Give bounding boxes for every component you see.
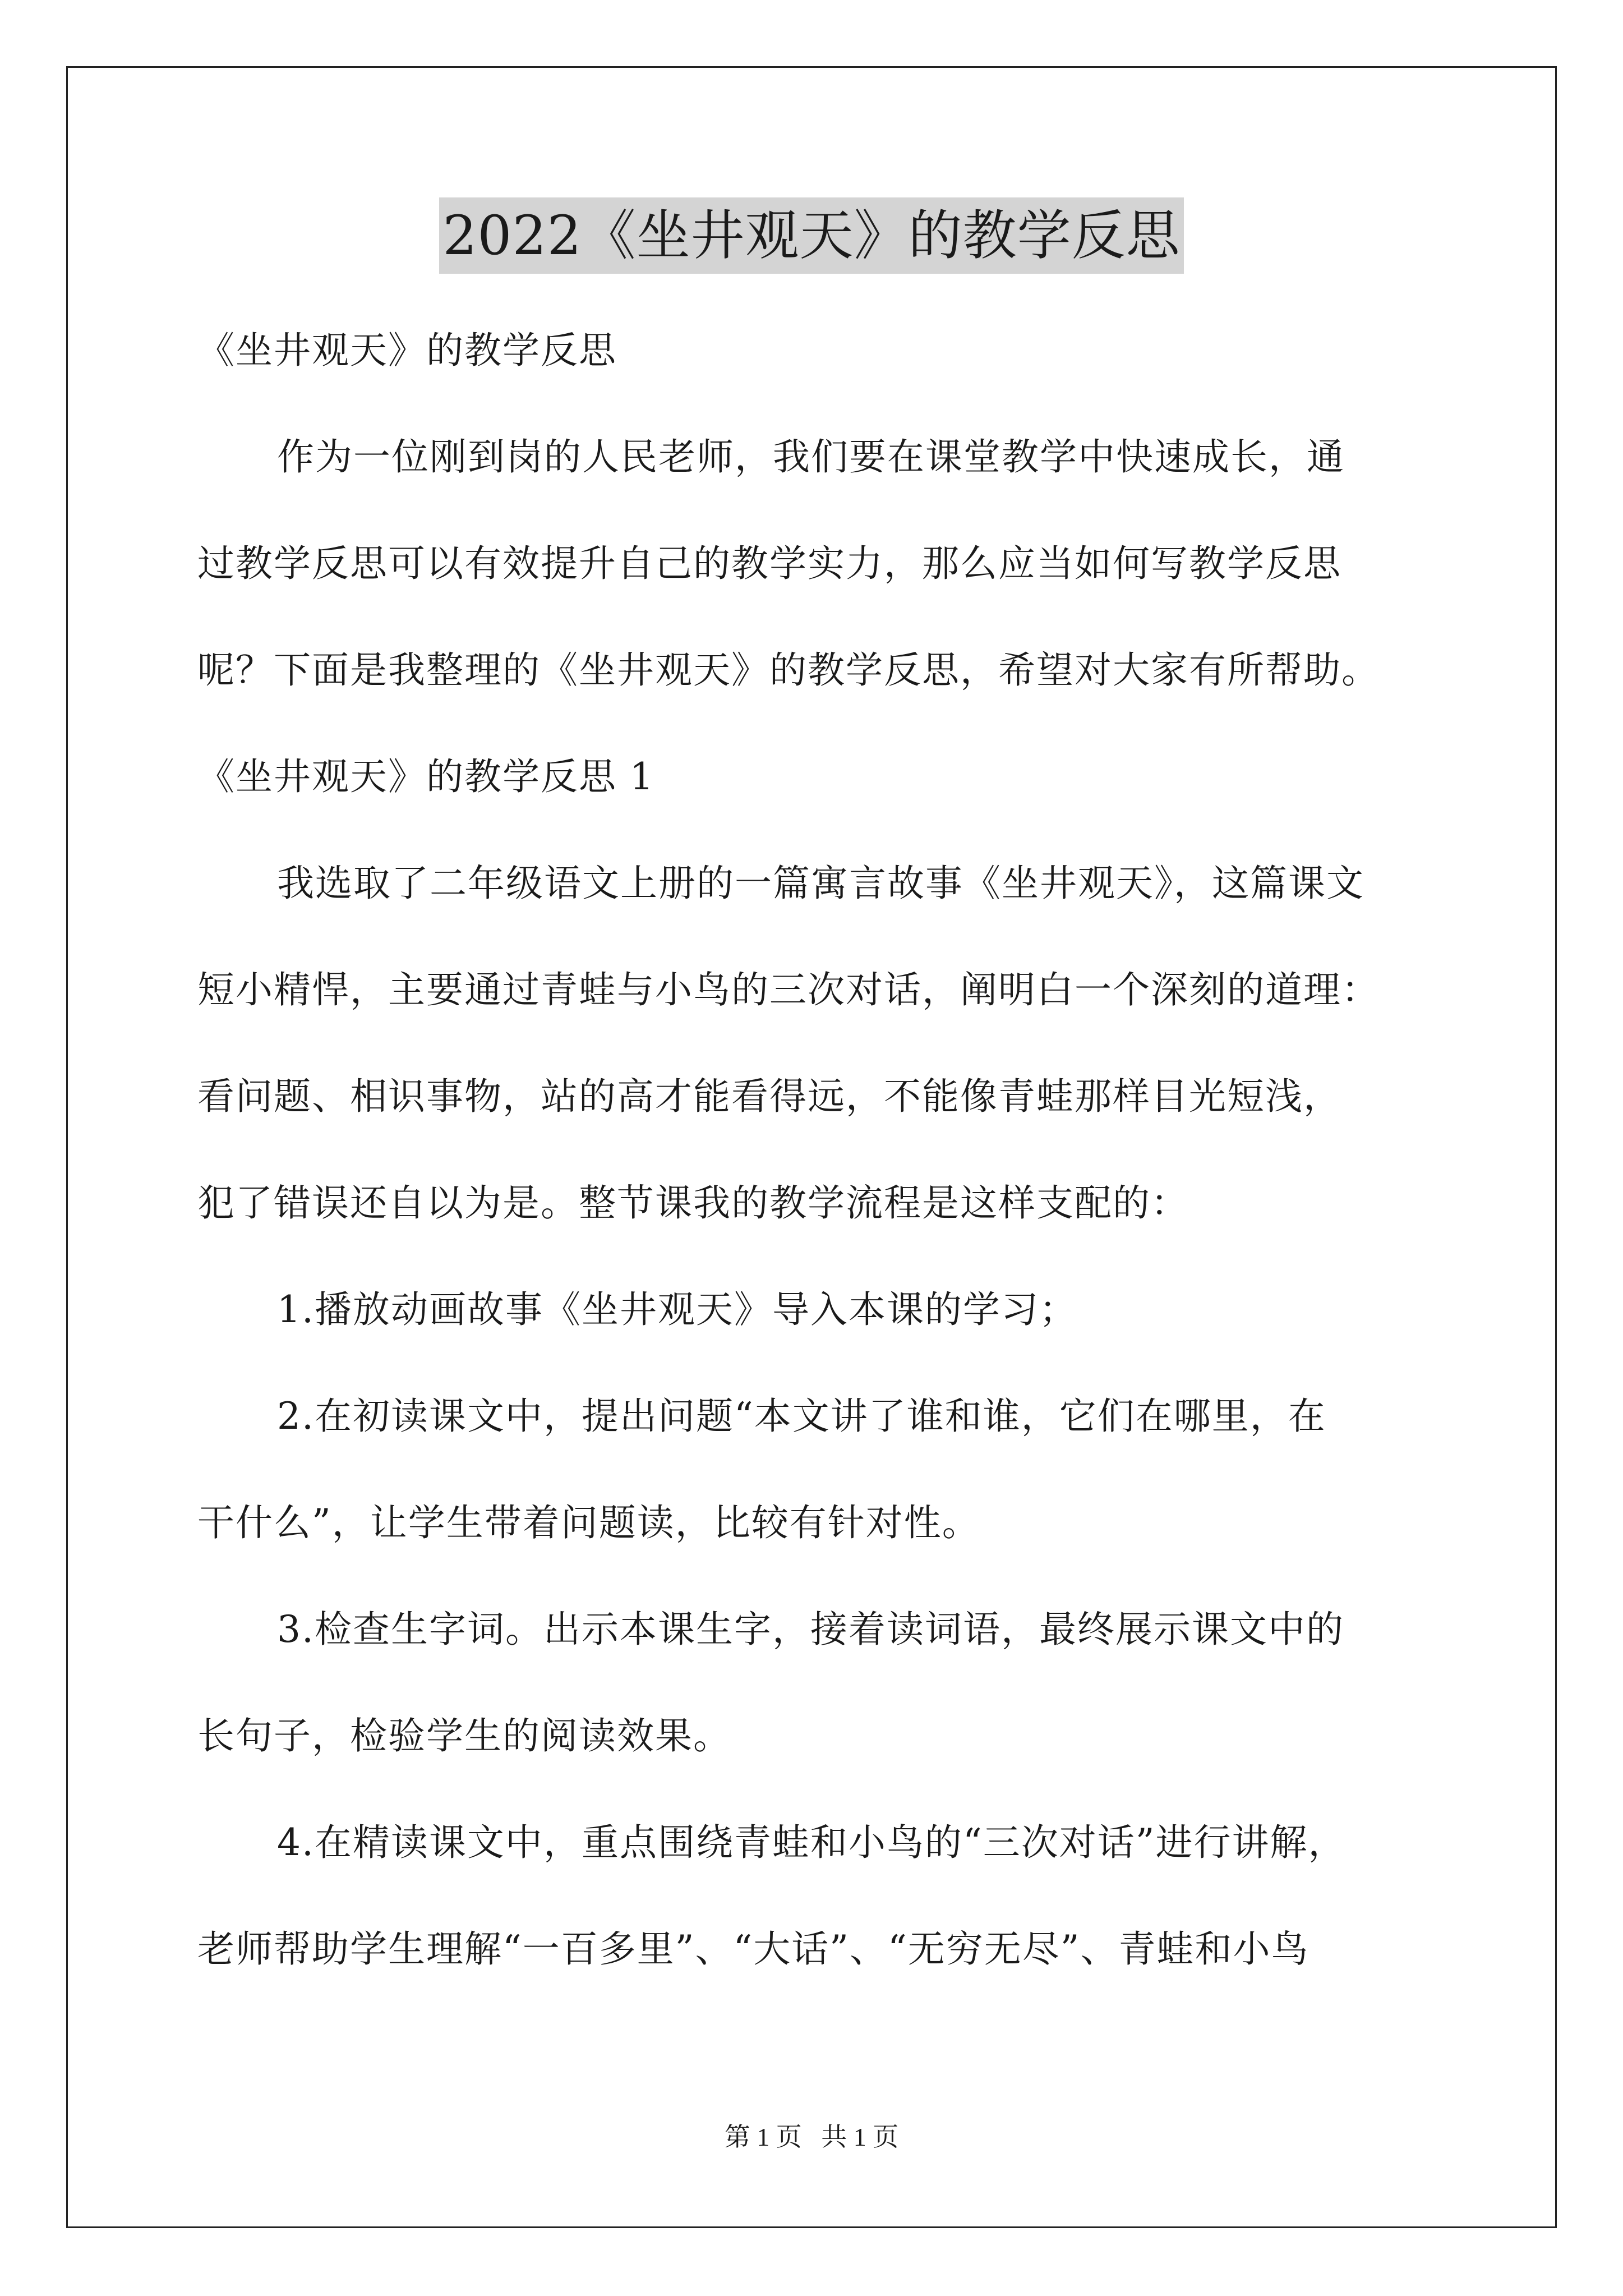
document-title: 2022《坐井观天》的教学反思 xyxy=(439,197,1183,274)
paragraph-line: 《坐井观天》的教学反思 1 xyxy=(197,755,654,798)
paragraph-line: 过教学反思可以有效提升自己的教学实力，那么应当如何写教学反思 xyxy=(197,542,1341,585)
paragraph-line: 看问题、相识事物，站的高才能看得远，不能像青蛙那样目光短浅， xyxy=(197,1075,1341,1118)
paragraph-line: 《坐井观天》的教学反思 xyxy=(197,329,617,372)
paragraph-line: 1.播放动画故事《坐井观天》导入本课的学习； xyxy=(277,1288,1077,1331)
paragraph-line: 3.检查生字词。出示本课生字，接着读词语，最终展示课文中的 xyxy=(277,1608,1344,1651)
paragraph-line: 呢？下面是我整理的《坐井观天》的教学反思，希望对大家有所帮助。 xyxy=(197,648,1380,692)
paragraph-line: 长句子，检验学生的阅读效果。 xyxy=(197,1714,731,1757)
paragraph-line: 我选取了二年级语文上册的一篇寓言故事《坐井观天》，这篇课文 xyxy=(277,862,1364,905)
paragraph-line: 老师帮助学生理解“一百多里”、“大话”、“无穷无尽”、青蛙和小鸟 xyxy=(197,1927,1310,1971)
paragraph-line: 作为一位刚到岗的人民老师，我们要在课堂教学中快速成长，通 xyxy=(277,435,1345,478)
page-footer: 第 1 页 共 1 页 xyxy=(724,2123,899,2151)
title-container xyxy=(0,197,1623,274)
document-body xyxy=(197,297,1431,2003)
paragraph-line: 4.在精读课文中，重点围绕青蛙和小鸟的“三次对话”进行讲解， xyxy=(277,1821,1347,1864)
paragraph-line: 短小精悍，主要通过青蛙与小鸟的三次对话，阐明白一个深刻的道理： xyxy=(197,968,1380,1011)
paragraph-line: 犯了错误还自以为是。整节课我的教学流程是这样支配的： xyxy=(197,1181,1189,1225)
paragraph-line: 2.在初读课文中，提出问题“本文讲了谁和谁，它们在哪里，在 xyxy=(277,1395,1326,1438)
paragraph-line: 干什么”，让学生带着问题读，比较有针对性。 xyxy=(197,1501,980,1544)
